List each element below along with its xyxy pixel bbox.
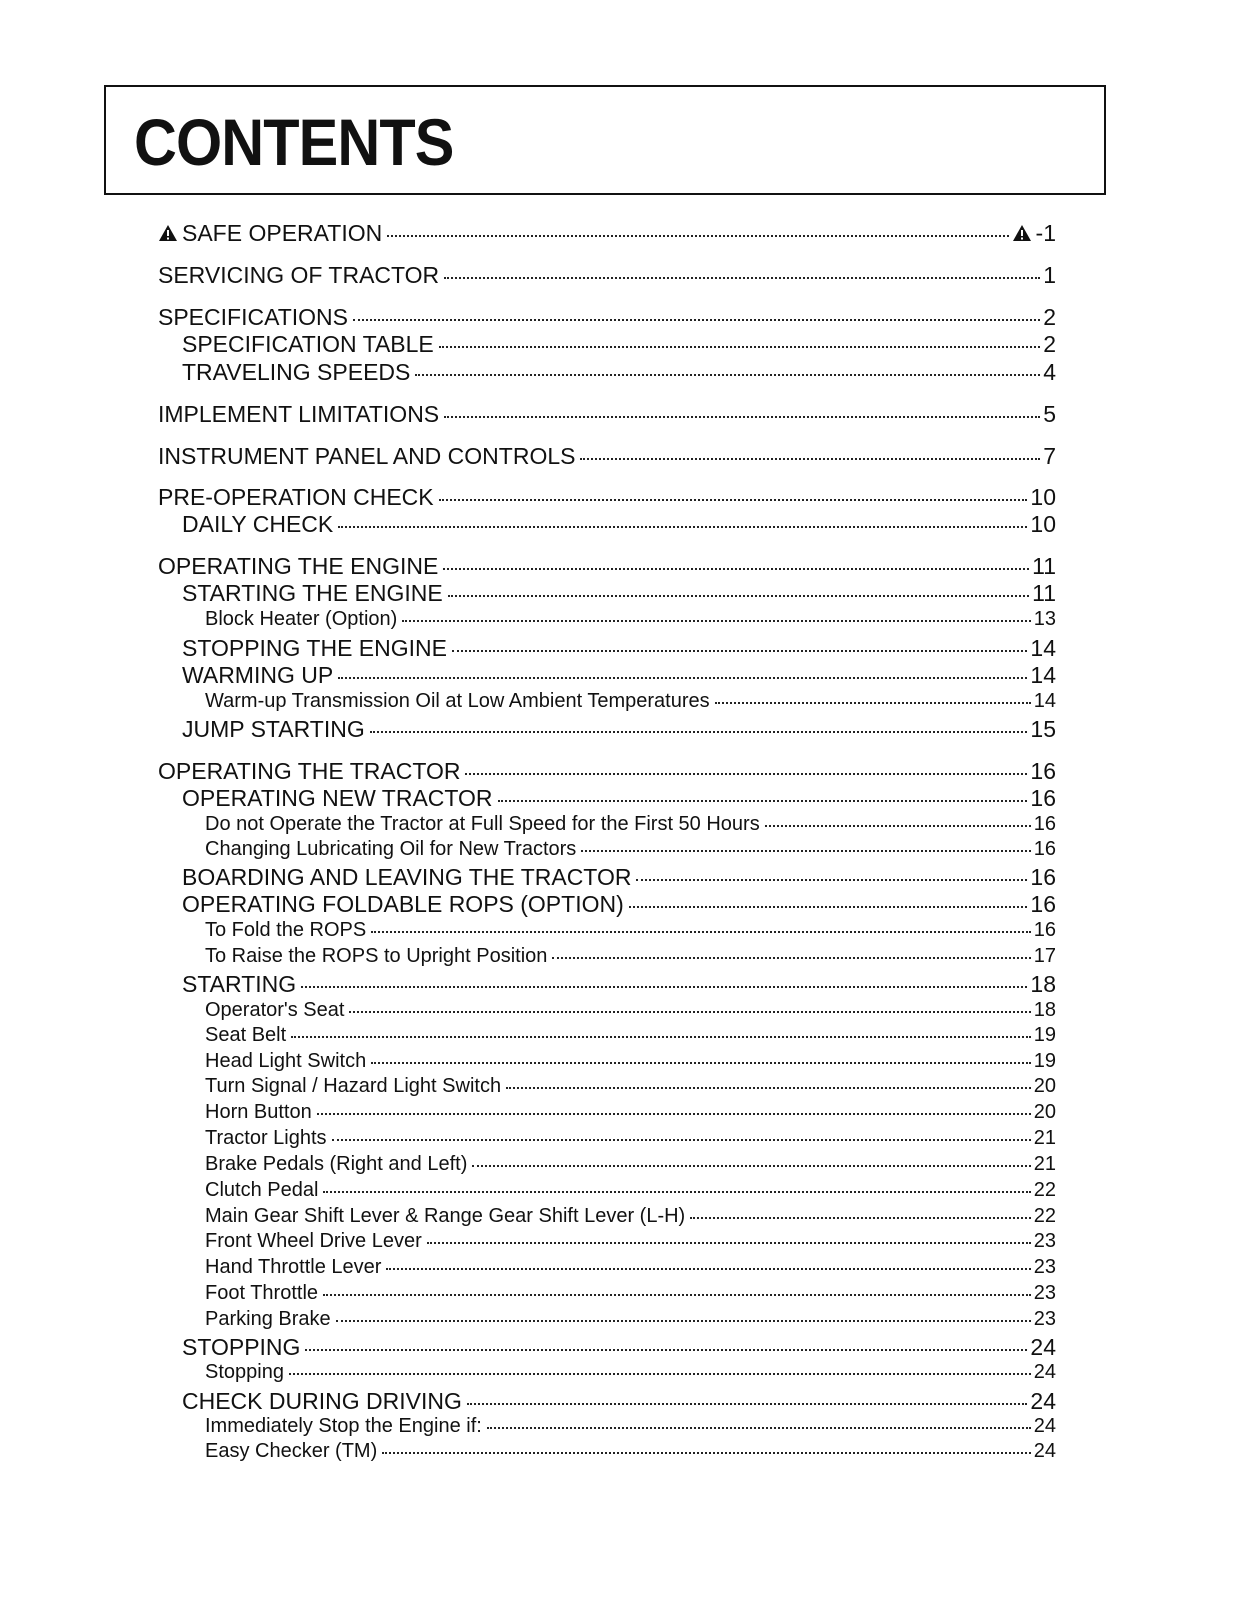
toc-entry-text: Front Wheel Drive Lever	[205, 1230, 422, 1252]
toc-entry-page-number	[1034, 945, 1056, 968]
toc-entry-label	[205, 919, 368, 942]
toc-entry[interactable]	[158, 1075, 1056, 1098]
toc-entry-page-number	[1034, 1361, 1056, 1384]
toc-entry[interactable]	[158, 864, 1056, 891]
toc-entry-text: JUMP STARTING	[182, 716, 365, 742]
page-number-text: 14	[1030, 662, 1056, 688]
toc-entry-page-number	[1034, 1075, 1056, 1098]
toc-entry-text: SERVICING OF TRACTOR	[158, 262, 440, 288]
toc-entry-label	[182, 1334, 302, 1361]
toc-entry-label	[205, 1440, 379, 1463]
page-number-text: 16	[1030, 864, 1056, 890]
toc-entry-page-number	[1034, 1205, 1056, 1228]
toc-entry-label	[182, 359, 412, 386]
dot-leader	[580, 458, 1040, 460]
toc-entry-label	[205, 1308, 333, 1331]
toc-entry-label	[182, 716, 367, 743]
toc-entry-label	[158, 443, 577, 470]
page-number-text: 24	[1030, 1388, 1056, 1414]
dot-leader	[353, 319, 1040, 321]
toc-entry-text: Parking Brake	[205, 1308, 331, 1330]
dot-leader	[427, 1242, 1031, 1244]
dot-leader	[443, 568, 1029, 570]
toc-entry-text: Foot Throttle	[205, 1282, 319, 1304]
toc-entry-label	[205, 838, 578, 861]
toc-entry-text: Turn Signal / Hazard Light Switch	[205, 1075, 502, 1097]
toc-entry-label	[182, 580, 445, 607]
page-number-text: 21	[1033, 1153, 1056, 1175]
dot-leader	[439, 499, 1028, 501]
toc-entry[interactable]	[158, 608, 1056, 631]
dot-leader	[452, 650, 1027, 652]
toc-entry-page-number	[1043, 401, 1056, 428]
toc-entry-page-number	[1030, 511, 1056, 538]
toc-entry-text: Tractor Lights	[205, 1127, 327, 1149]
toc-entry[interactable]	[158, 1388, 1056, 1415]
toc-entry[interactable]	[158, 785, 1056, 812]
dot-leader	[338, 677, 1027, 679]
toc-entry[interactable]	[158, 690, 1056, 713]
toc-entry-text: STARTING THE ENGINE	[182, 580, 443, 606]
page-number-text: 22	[1033, 1179, 1056, 1201]
toc-entry-text: Head Light Switch	[205, 1050, 367, 1072]
page-number-text: 10	[1030, 484, 1056, 510]
toc-entry-text: Hand Throttle Lever	[205, 1256, 382, 1278]
page-number-text: 18	[1033, 999, 1056, 1021]
toc-entry-label	[182, 331, 436, 358]
dot-leader	[467, 1403, 1028, 1405]
page-number-text: 19	[1033, 1024, 1056, 1046]
page-number-text: 16	[1030, 785, 1056, 811]
toc-entry-label	[205, 1050, 368, 1073]
warning-triangle-icon	[158, 224, 178, 242]
toc-entry-page-number	[1034, 1153, 1056, 1176]
toc-entry-text: PRE-OPERATION CHECK	[158, 484, 434, 510]
toc-entry-label	[158, 758, 462, 785]
toc-entry-page-number	[1034, 1127, 1056, 1150]
toc-entry[interactable]	[158, 484, 1056, 511]
toc-entry[interactable]	[158, 635, 1056, 662]
toc-entry-page-number	[1030, 1334, 1056, 1361]
toc-entry-page-number	[1030, 891, 1056, 918]
toc-entry[interactable]	[158, 1179, 1056, 1202]
toc-entry[interactable]	[158, 1361, 1056, 1384]
toc-entry-text: To Raise the ROPS to Upright Position	[205, 945, 548, 967]
toc-entry-label	[182, 891, 626, 918]
toc-entry[interactable]	[158, 919, 1056, 942]
page-number-text: 14	[1030, 635, 1056, 661]
dot-leader	[581, 850, 1030, 852]
toc-entry-label	[205, 1179, 320, 1202]
dot-leader	[323, 1294, 1031, 1296]
page-number-text: 16	[1033, 813, 1056, 835]
page-number-text: 15	[1030, 716, 1056, 742]
dot-leader	[349, 1011, 1030, 1013]
toc-entry-page-number	[1043, 331, 1056, 358]
toc-entry[interactable]	[158, 359, 1056, 386]
toc-entry-text: DAILY CHECK	[182, 511, 334, 537]
toc-entry[interactable]	[158, 999, 1056, 1022]
toc-entry-text: Operator's Seat	[205, 999, 345, 1021]
toc-entry[interactable]	[158, 716, 1056, 743]
dot-leader	[415, 374, 1040, 376]
toc-entry-text: Seat Belt	[205, 1024, 287, 1046]
toc-entry-page-number	[1034, 813, 1056, 836]
page-number-text: 4	[1043, 359, 1056, 385]
toc-entry-text: BOARDING AND LEAVING THE TRACTOR	[182, 864, 632, 890]
toc-entry-page-number	[1030, 785, 1056, 812]
toc-entry-text: OPERATING FOLDABLE ROPS (OPTION)	[182, 891, 624, 917]
dot-leader	[387, 235, 1008, 237]
toc-entry-text: To Fold the ROPS	[205, 919, 367, 941]
toc-entry-label	[158, 553, 440, 580]
toc-entry-label	[205, 999, 346, 1022]
page-number-text: -1	[1035, 220, 1056, 246]
toc-entry-text: SPECIFICATIONS	[158, 304, 348, 330]
toc-entry-page-number	[1034, 1415, 1056, 1438]
dot-leader	[765, 825, 1031, 827]
dot-leader	[402, 620, 1030, 622]
toc-entry-page-number	[1030, 716, 1056, 743]
dot-leader	[552, 957, 1030, 959]
toc-entry-text: INSTRUMENT PANEL AND CONTROLS	[158, 443, 576, 469]
toc-entry-page-number	[1034, 1282, 1056, 1305]
page-number-text: 14	[1033, 690, 1056, 712]
page-number-text: 23	[1033, 1282, 1056, 1304]
dot-leader	[305, 1349, 1027, 1351]
dot-leader	[386, 1268, 1030, 1270]
toc-entry[interactable]	[158, 662, 1056, 689]
page-number-text: 24	[1030, 1334, 1056, 1360]
toc-entry-label	[205, 945, 549, 968]
dot-leader	[506, 1087, 1031, 1089]
page-number-text: 16	[1030, 891, 1056, 917]
toc-entry-page-number	[1030, 758, 1056, 785]
page-title: CONTENTS	[134, 105, 454, 179]
dot-leader	[371, 1062, 1031, 1064]
toc-entry-text: Changing Lubricating Oil for New Tractors	[205, 838, 577, 860]
toc-entry[interactable]	[158, 401, 1056, 428]
toc-entry-text: Horn Button	[205, 1101, 312, 1123]
toc-entry[interactable]	[158, 1334, 1056, 1361]
toc-entry-label	[205, 1282, 320, 1305]
toc-entry-page-number	[1043, 359, 1056, 386]
toc-entry-text: Main Gear Shift Lever & Range Gear Shift Lever (L-H)	[205, 1205, 686, 1227]
toc-entry[interactable]	[158, 813, 1056, 836]
dot-leader	[715, 702, 1031, 704]
toc-entry[interactable]	[158, 1050, 1056, 1073]
page-number-text: 2	[1043, 304, 1056, 330]
toc-entry[interactable]	[158, 1127, 1056, 1150]
toc-entry-text: SPECIFICATION TABLE	[182, 331, 434, 357]
toc-entry[interactable]	[158, 580, 1056, 607]
toc-entry-page-number	[1034, 1308, 1056, 1331]
dot-leader	[323, 1191, 1030, 1193]
toc-entry[interactable]	[158, 1024, 1056, 1047]
toc-entry[interactable]	[158, 1205, 1056, 1228]
toc-entry-text: STOPPING THE ENGINE	[182, 635, 447, 661]
dot-leader	[444, 416, 1040, 418]
dot-leader	[444, 277, 1040, 279]
dot-leader	[487, 1427, 1031, 1429]
toc-entry-text: Block Heater (Option)	[205, 608, 398, 630]
dot-leader	[498, 800, 1028, 802]
dot-leader	[338, 526, 1027, 528]
toc-entry-page-number	[1030, 635, 1056, 662]
toc-entry-label	[182, 1388, 464, 1415]
dot-leader	[439, 346, 1040, 348]
toc-entry[interactable]	[158, 971, 1056, 998]
page-number-text: 16	[1033, 919, 1056, 941]
page-number-text: 23	[1033, 1256, 1056, 1278]
dot-leader	[336, 1320, 1031, 1322]
toc-entry[interactable]	[158, 1153, 1056, 1176]
toc-entry-label	[158, 304, 350, 331]
toc-entry[interactable]	[158, 304, 1056, 331]
toc-entry-page-number	[1034, 1101, 1056, 1124]
dot-leader	[317, 1113, 1031, 1115]
page-number-text: 18	[1030, 971, 1056, 997]
page-number-text: 24	[1033, 1415, 1056, 1437]
toc-entry-page-number	[1030, 971, 1056, 998]
page-number-text: 13	[1033, 608, 1056, 630]
toc-entry-page-number	[1043, 304, 1056, 331]
toc-entry-label	[158, 220, 384, 247]
toc-entry-label	[205, 1101, 314, 1124]
toc-entry[interactable]	[158, 1282, 1056, 1305]
page-number-text: 16	[1030, 758, 1056, 784]
toc-entry-label	[205, 1024, 288, 1047]
toc-entry-label	[205, 1361, 286, 1384]
toc-entry-page-number	[1034, 1024, 1056, 1047]
toc-entry-text: Immediately Stop the Engine if:	[205, 1415, 482, 1437]
toc-entry-page-number	[1034, 838, 1056, 861]
dot-leader	[465, 773, 1027, 775]
dot-leader	[448, 595, 1029, 597]
page-number-text: 23	[1033, 1230, 1056, 1252]
toc-entry-text: Easy Checker (TM)	[205, 1440, 378, 1462]
toc-entry-text: IMPLEMENT LIMITATIONS	[158, 401, 440, 427]
warning-triangle-icon	[1012, 224, 1032, 242]
toc-entry-label	[205, 1205, 687, 1228]
page-number-text: 11	[1032, 553, 1056, 579]
dot-leader	[629, 906, 1028, 908]
toc-entry-label	[205, 1415, 484, 1438]
toc-entry-page-number	[1012, 220, 1056, 247]
toc-entry-page-number	[1030, 484, 1056, 511]
toc-entry[interactable]	[158, 758, 1056, 785]
toc-entry-label	[158, 401, 441, 428]
toc-entry-text: STOPPING	[182, 1334, 301, 1360]
toc-entry-text: Warm-up Transmission Oil at Low Ambient Temperatures	[205, 690, 710, 712]
toc-entry[interactable]	[158, 511, 1056, 538]
toc-entry[interactable]	[158, 443, 1056, 470]
toc-entry-label	[182, 785, 495, 812]
toc-entry-text: Clutch Pedal	[205, 1179, 319, 1201]
toc-entry-page-number	[1032, 553, 1056, 580]
toc-entry-label	[205, 608, 399, 631]
dot-leader	[332, 1139, 1031, 1141]
toc-entry-page-number	[1043, 443, 1056, 470]
page-number-text: 2	[1043, 331, 1056, 357]
page-number-text: 5	[1043, 401, 1056, 427]
toc-entry[interactable]	[158, 1256, 1056, 1279]
page-number-text: 1	[1043, 262, 1056, 288]
toc-entry-text: OPERATING THE TRACTOR	[158, 758, 461, 784]
toc-entry[interactable]	[158, 1230, 1056, 1253]
toc-entry-label	[205, 690, 712, 713]
toc-entry-text: OPERATING THE ENGINE	[158, 553, 439, 579]
toc-entry-label	[182, 511, 335, 538]
page-number-text: 16	[1033, 838, 1056, 860]
toc-entry[interactable]	[158, 220, 1056, 247]
toc-entry-page-number	[1034, 919, 1056, 942]
dot-leader	[371, 931, 1031, 933]
toc-entry-page-number	[1032, 580, 1056, 607]
toc-entry-page-number	[1034, 1256, 1056, 1279]
page-number-text: 20	[1033, 1075, 1056, 1097]
page-number-text: 21	[1033, 1127, 1056, 1149]
dot-leader	[301, 986, 1027, 988]
page-number-text: 24	[1033, 1361, 1056, 1383]
dot-leader	[382, 1452, 1031, 1454]
toc-entry-text: STARTING	[182, 971, 297, 997]
toc-entry[interactable]	[158, 1415, 1056, 1438]
dot-leader	[472, 1165, 1030, 1167]
toc-entry[interactable]	[158, 891, 1056, 918]
toc-entry-label	[182, 662, 335, 689]
toc-entry[interactable]	[158, 1101, 1056, 1124]
toc-entry-page-number	[1030, 662, 1056, 689]
toc-entry-text: CHECK DURING DRIVING	[182, 1388, 462, 1414]
toc-entry-label	[182, 864, 633, 891]
dot-leader	[289, 1373, 1031, 1375]
toc-entry-label	[205, 1127, 329, 1150]
toc-entry-page-number	[1043, 262, 1056, 289]
toc-entry-label	[205, 1256, 383, 1279]
toc-entry-label	[182, 635, 449, 662]
toc-entry-label	[205, 1230, 424, 1253]
toc-entry-page-number	[1034, 999, 1056, 1022]
toc-entry-label	[205, 813, 762, 836]
toc-entry[interactable]	[158, 1308, 1056, 1331]
toc-entry[interactable]	[158, 945, 1056, 968]
page-number-text: 22	[1033, 1205, 1056, 1227]
toc-entry-text: WARMING UP	[182, 662, 334, 688]
toc-entry[interactable]	[158, 331, 1056, 358]
toc-entry-label	[158, 484, 436, 511]
dot-leader	[370, 731, 1028, 733]
toc-entry-page-number	[1034, 1179, 1056, 1202]
toc-entry-page-number	[1030, 864, 1056, 891]
toc-entry[interactable]	[158, 838, 1056, 861]
toc-entry-label	[205, 1075, 503, 1098]
dot-leader	[690, 1217, 1031, 1219]
toc-entry-page-number	[1030, 1388, 1056, 1415]
toc-entry-text: TRAVELING SPEEDS	[182, 359, 411, 385]
contents-title-box	[104, 85, 1106, 195]
page-number-text: 20	[1033, 1101, 1056, 1123]
page-number-text: 24	[1033, 1440, 1056, 1462]
toc-entry-label	[158, 262, 441, 289]
toc-entry[interactable]	[158, 262, 1056, 289]
toc-entry-page-number	[1034, 1230, 1056, 1253]
page-number-text: 23	[1033, 1308, 1056, 1330]
toc-entry-text: Stopping	[205, 1361, 284, 1383]
dot-leader	[636, 879, 1027, 881]
toc-entry-text: SAFE OPERATION	[182, 220, 383, 246]
toc-entry-text: Brake Pedals (Right and Left)	[205, 1153, 468, 1175]
toc-entry[interactable]	[158, 553, 1056, 580]
page-number-text: 19	[1033, 1050, 1056, 1072]
toc-entry-page-number	[1034, 1440, 1056, 1463]
toc-entry-page-number	[1034, 690, 1056, 713]
toc-entry[interactable]	[158, 1440, 1056, 1463]
toc-entry-page-number	[1034, 1050, 1056, 1073]
toc-entry-text: OPERATING NEW TRACTOR	[182, 785, 493, 811]
page-number-text: 17	[1033, 945, 1056, 967]
toc-entry-page-number	[1034, 608, 1056, 631]
page-number-text: 7	[1043, 443, 1056, 469]
toc-entry-label	[205, 1153, 469, 1176]
toc-entry-label	[182, 971, 298, 998]
page-number-text: 10	[1030, 511, 1056, 537]
page-number-text: 11	[1032, 580, 1056, 606]
dot-leader	[291, 1036, 1031, 1038]
toc-entry-text: Do not Operate the Tractor at Full Speed for the First 50 Hours	[205, 813, 760, 835]
